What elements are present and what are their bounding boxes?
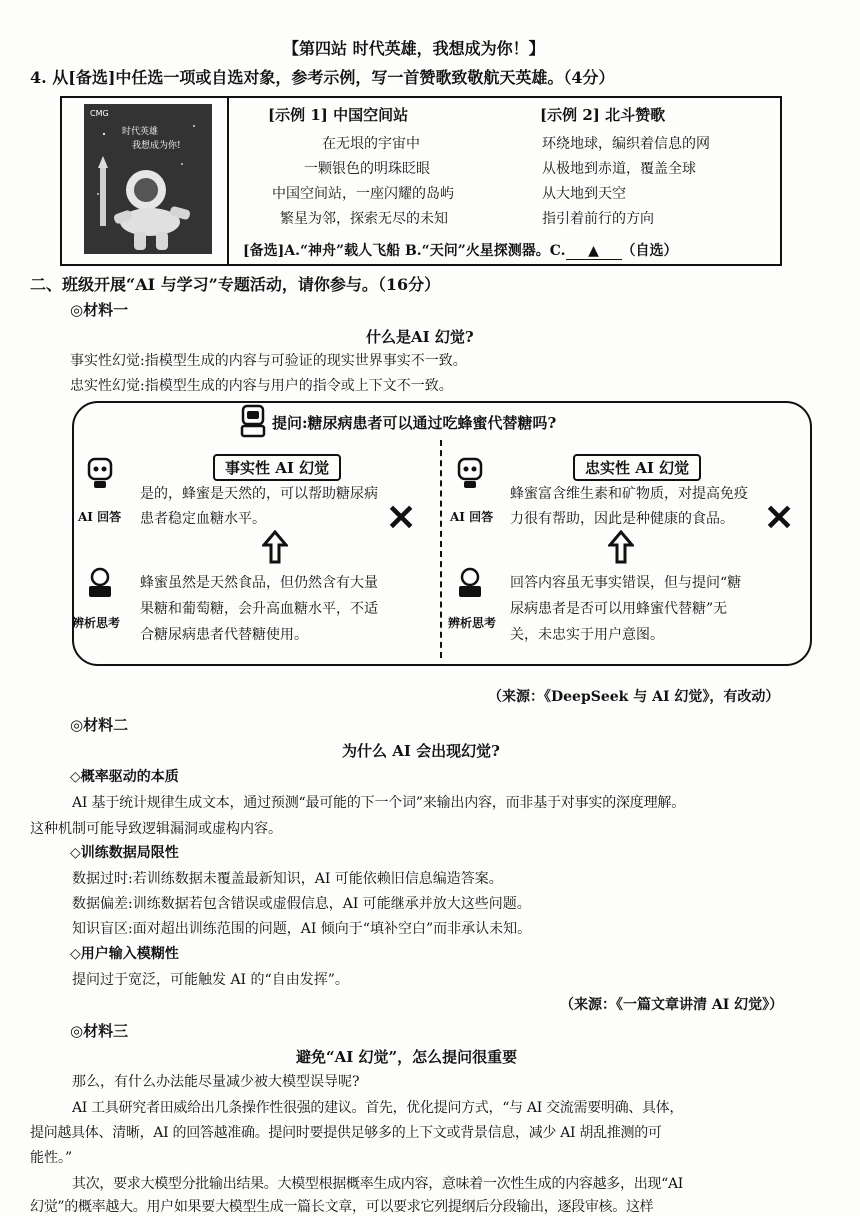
probability-text-line: 这种机制可能导致逻辑漏洞或虚构内容。	[30, 821, 282, 837]
station-title: 【第四站 时代英雄，我想成为你！】	[283, 39, 545, 58]
example2-title: [示例 2] 北斗赞歌	[540, 106, 666, 124]
section-training-data: ◇训练数据局限性	[70, 845, 179, 861]
material1-source: （来源：《DeepSeek 与 AI 幻觉》，有改动）	[488, 689, 780, 705]
example2-line: 从大地到天空	[542, 186, 626, 202]
user-input-text: 提问过于宽泛，可能触发 AI 的“自由发挥”。	[72, 972, 349, 988]
user-icon	[240, 404, 266, 438]
left-analysis-line: 果糖和葡萄糖，会升高血糖水平，不适	[140, 601, 378, 617]
section-user-input: ◇用户输入模糊性	[70, 946, 179, 962]
part2-heading: 二、班级开展“AI 与学习”专题活动，请你参与。（16分）	[30, 275, 441, 294]
material3-label: ◎材料三	[70, 1022, 129, 1040]
cross-icon: ✕	[764, 497, 795, 539]
example2-line: 从极地到赤道，覆盖全球	[542, 161, 696, 177]
training-data-item: 知识盲区:面对超出训练范围的问题，AI 倾向于“填补空白”而非承认未知。	[72, 921, 532, 937]
poster-logo: CMG	[90, 109, 109, 118]
example1-line: 在无垠的宇宙中	[322, 136, 420, 152]
right-ai-line: 蜂蜜富含维生素和矿物质，对提高免疫	[510, 486, 748, 502]
training-data-item: 数据偏差:训练数据若包含错误或虚假信息，AI 可能继承并放大这些问题。	[72, 896, 531, 912]
left-ai-line: 患者稳定血糖水平。	[140, 511, 266, 527]
example2-line: 指引着前行的方向	[542, 211, 654, 227]
panel-question: 提问:糖尿病患者可以通过吃蜂蜜代替糖吗?	[272, 414, 557, 432]
ai-answer-label: AI 回答	[78, 510, 122, 524]
definition-factual: 事实性幻觉:指模型生成的内容与可验证的现实世界事实不一致。	[70, 353, 467, 369]
material3-line: 能性。”	[30, 1150, 73, 1166]
right-analysis-line: 回答内容虽无事实错误，但与提问“糖	[510, 575, 742, 591]
material3-line: 其次，要求大模型分批输出结果。大模型根据概率生成内容，意味着一次性生成的内容越多，出现“AI	[72, 1176, 683, 1192]
options-prefix: [备选]A.“神舟”载人飞船 B.“天问”火星探测器。C.	[243, 243, 566, 259]
example1-title: [示例 1] 中国空间站	[268, 106, 409, 124]
example2-line: 环绕地球，编织着信息的网	[542, 136, 710, 152]
panel-divider	[440, 440, 442, 658]
q4-box-divider	[227, 96, 229, 266]
material1-label: ◎材料一	[70, 301, 129, 319]
right-analysis-line: 尿病患者是否可以用蜂蜜代替糖”无	[510, 601, 728, 617]
material3-line: 提问越具体、清晰，AI 的回答越准确。提问时要提供足够多的上下文或背景信息，减少 AI 胡乱推测的可	[30, 1125, 662, 1141]
astronaut-illustration	[84, 104, 212, 254]
tag-factual-hallucination: 事实性 AI 幻觉	[213, 454, 341, 481]
tag-faithful-hallucination: 忠实性 AI 幻觉	[573, 454, 701, 481]
thinker-icon	[86, 566, 114, 600]
poster-line-2: 我想成为你!	[132, 141, 181, 151]
up-arrow-icon	[608, 530, 634, 564]
training-data-item: 数据过时:若训练数据未覆盖最新知识，AI 可能依赖旧信息编造答案。	[72, 871, 503, 887]
right-ai-line: 力很有帮助，因此是种健康的食品。	[510, 511, 734, 527]
up-arrow-icon	[262, 530, 288, 564]
robot-icon	[456, 456, 484, 490]
poster-line-1: 时代英雄	[122, 127, 159, 137]
left-analysis-line: 合糖尿病患者代替糖使用。	[140, 627, 308, 643]
robot-icon	[86, 456, 114, 490]
material3-title: 避免“AI 幻觉”，怎么提问很重要	[296, 1048, 518, 1066]
material2-label: ◎材料二	[70, 716, 129, 734]
material1-title: 什么是AI 幻觉?	[366, 328, 474, 346]
left-analysis-line: 蜂蜜虽然是天然食品，但仍然含有大量	[140, 575, 378, 591]
material3-line: AI 工具研究者田威给出几条操作性很强的建议。首先，优化提问方式，“与 AI 交流需要明确、具体，	[72, 1100, 684, 1116]
q4-prompt: 4. 从[备选]中任选一项或自选对象，参考示例，写一首赞歌致敬航天英雄。（4分）	[30, 68, 615, 87]
thinker-icon	[456, 566, 484, 600]
definition-faithful: 忠实性幻觉:指模型生成的内容与用户的指令或上下文不一致。	[70, 378, 453, 394]
answer-blank[interactable]: ▲	[566, 243, 622, 260]
material3-line: 那么，有什么办法能尽量减少被大模型误导呢?	[72, 1074, 360, 1090]
section-probability: ◇概率驱动的本质	[70, 769, 179, 785]
probability-text-line: AI 基于统计规律生成文本，通过预测“最可能的下一个词”来输出内容，而非基于对事实的深度理解。	[72, 795, 686, 811]
example1-line: 一颗银色的明珠眨眼	[304, 161, 430, 177]
q4-options	[243, 240, 678, 260]
analysis-label: 辨析思考	[448, 616, 497, 630]
right-analysis-line: 关，未忠实于用户意图。	[510, 627, 664, 643]
options-suffix: （自选）	[621, 243, 678, 259]
analysis-label: 辨析思考	[72, 616, 121, 630]
material2-title: 为什么 AI 会出现幻觉?	[342, 742, 500, 760]
example1-line: 繁星为邻，探索无尽的未知	[280, 211, 448, 227]
cross-icon: ✕	[386, 497, 417, 539]
material3-line: 幻觉”的概率越大。用户如果要大模型生成一篇长文章，可以要求它列提纲后分段输出，逐段审核。这样	[30, 1199, 654, 1215]
ai-answer-label: AI 回答	[450, 510, 494, 524]
example1-line: 中国空间站，一座闪耀的岛屿	[272, 186, 454, 202]
left-ai-line: 是的，蜂蜜是天然的，可以帮助糖尿病	[140, 486, 378, 502]
material2-source: （来源：《一篇文章讲清 AI 幻觉》）	[560, 997, 784, 1013]
astronaut-poster-image	[84, 104, 212, 254]
